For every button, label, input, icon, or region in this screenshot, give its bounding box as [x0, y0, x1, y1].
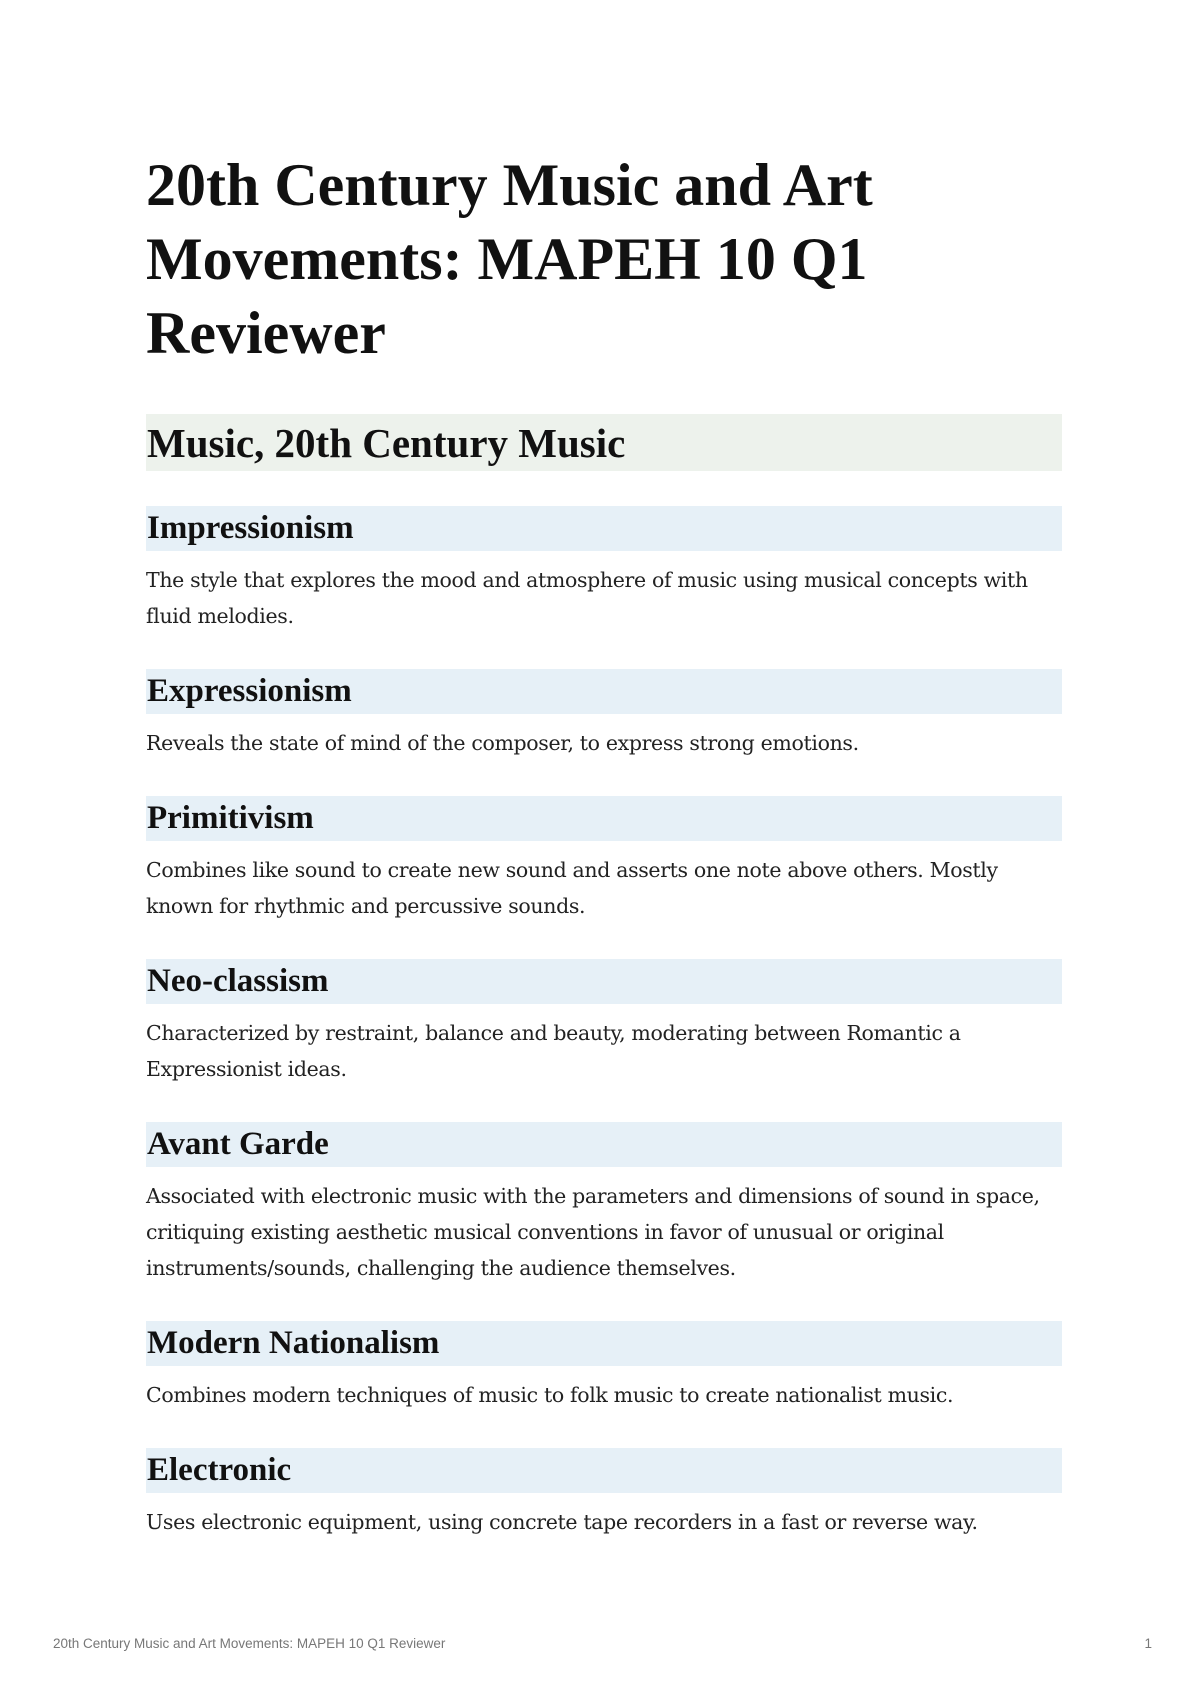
topic-heading-band [146, 506, 1062, 551]
footer-page-number: 1 [1144, 1636, 1152, 1651]
topic-heading: Electronic [147, 1452, 292, 1488]
topic-heading: Modern Nationalism [147, 1325, 440, 1361]
topic-section [146, 959, 1062, 1087]
topic-description: Characterized by restraint, balance and beauty, moderating between Romantic a Expressionist ideas. [146, 1021, 961, 1081]
document-title: 20th Century Music and Art Movements: MAPEH 10 Q1 Reviewer [146, 152, 873, 366]
topic-heading-band [146, 1448, 1062, 1493]
topic-heading-band [146, 959, 1062, 1004]
topic-section [146, 669, 1062, 761]
section-heading-band [146, 414, 1062, 471]
topic-heading-band [146, 1122, 1062, 1167]
section-heading: Music, 20th Century Music [147, 419, 626, 466]
topic-heading: Avant Garde [147, 1126, 329, 1162]
topic-description: Associated with electronic music with the parameters and dimensions of sound in space, critiquing existing aesthetic musical conventions in favor of unusual or original instruments/sounds, challenging the audience themselves. [146, 1184, 1040, 1280]
topic-heading: Expressionism [147, 673, 352, 709]
topic-heading: Neo-classism [147, 963, 329, 999]
topic-section [146, 506, 1062, 634]
topic-section [146, 1122, 1062, 1286]
topic-description: Reveals the state of mind of the composer, to express strong emotions. [146, 731, 859, 755]
document-page [146, 148, 1062, 1540]
topic-section [146, 796, 1062, 924]
topic-heading: Impressionism [147, 510, 354, 546]
topic-section [146, 1321, 1062, 1413]
topic-description: Combines modern techniques of music to folk music to create nationalist music. [146, 1383, 954, 1407]
topic-description: Uses electronic equipment, using concrete tape recorders in a fast or reverse way. [146, 1510, 978, 1534]
topic-heading: Primitivism [147, 800, 314, 836]
topic-heading-band [146, 796, 1062, 841]
topic-heading-band [146, 1321, 1062, 1366]
footer-document-title: 20th Century Music and Art Movements: MAPEH 10 Q1 Reviewer [53, 1636, 446, 1651]
topic-section [146, 1448, 1062, 1540]
topic-description: The style that explores the mood and atmosphere of music using musical concepts with fluid melodies. [146, 568, 1028, 628]
topic-description: Combines like sound to create new sound and asserts one note above others. Mostly known for rhythmic and percussive sounds. [146, 858, 998, 918]
topic-heading-band [146, 669, 1062, 714]
